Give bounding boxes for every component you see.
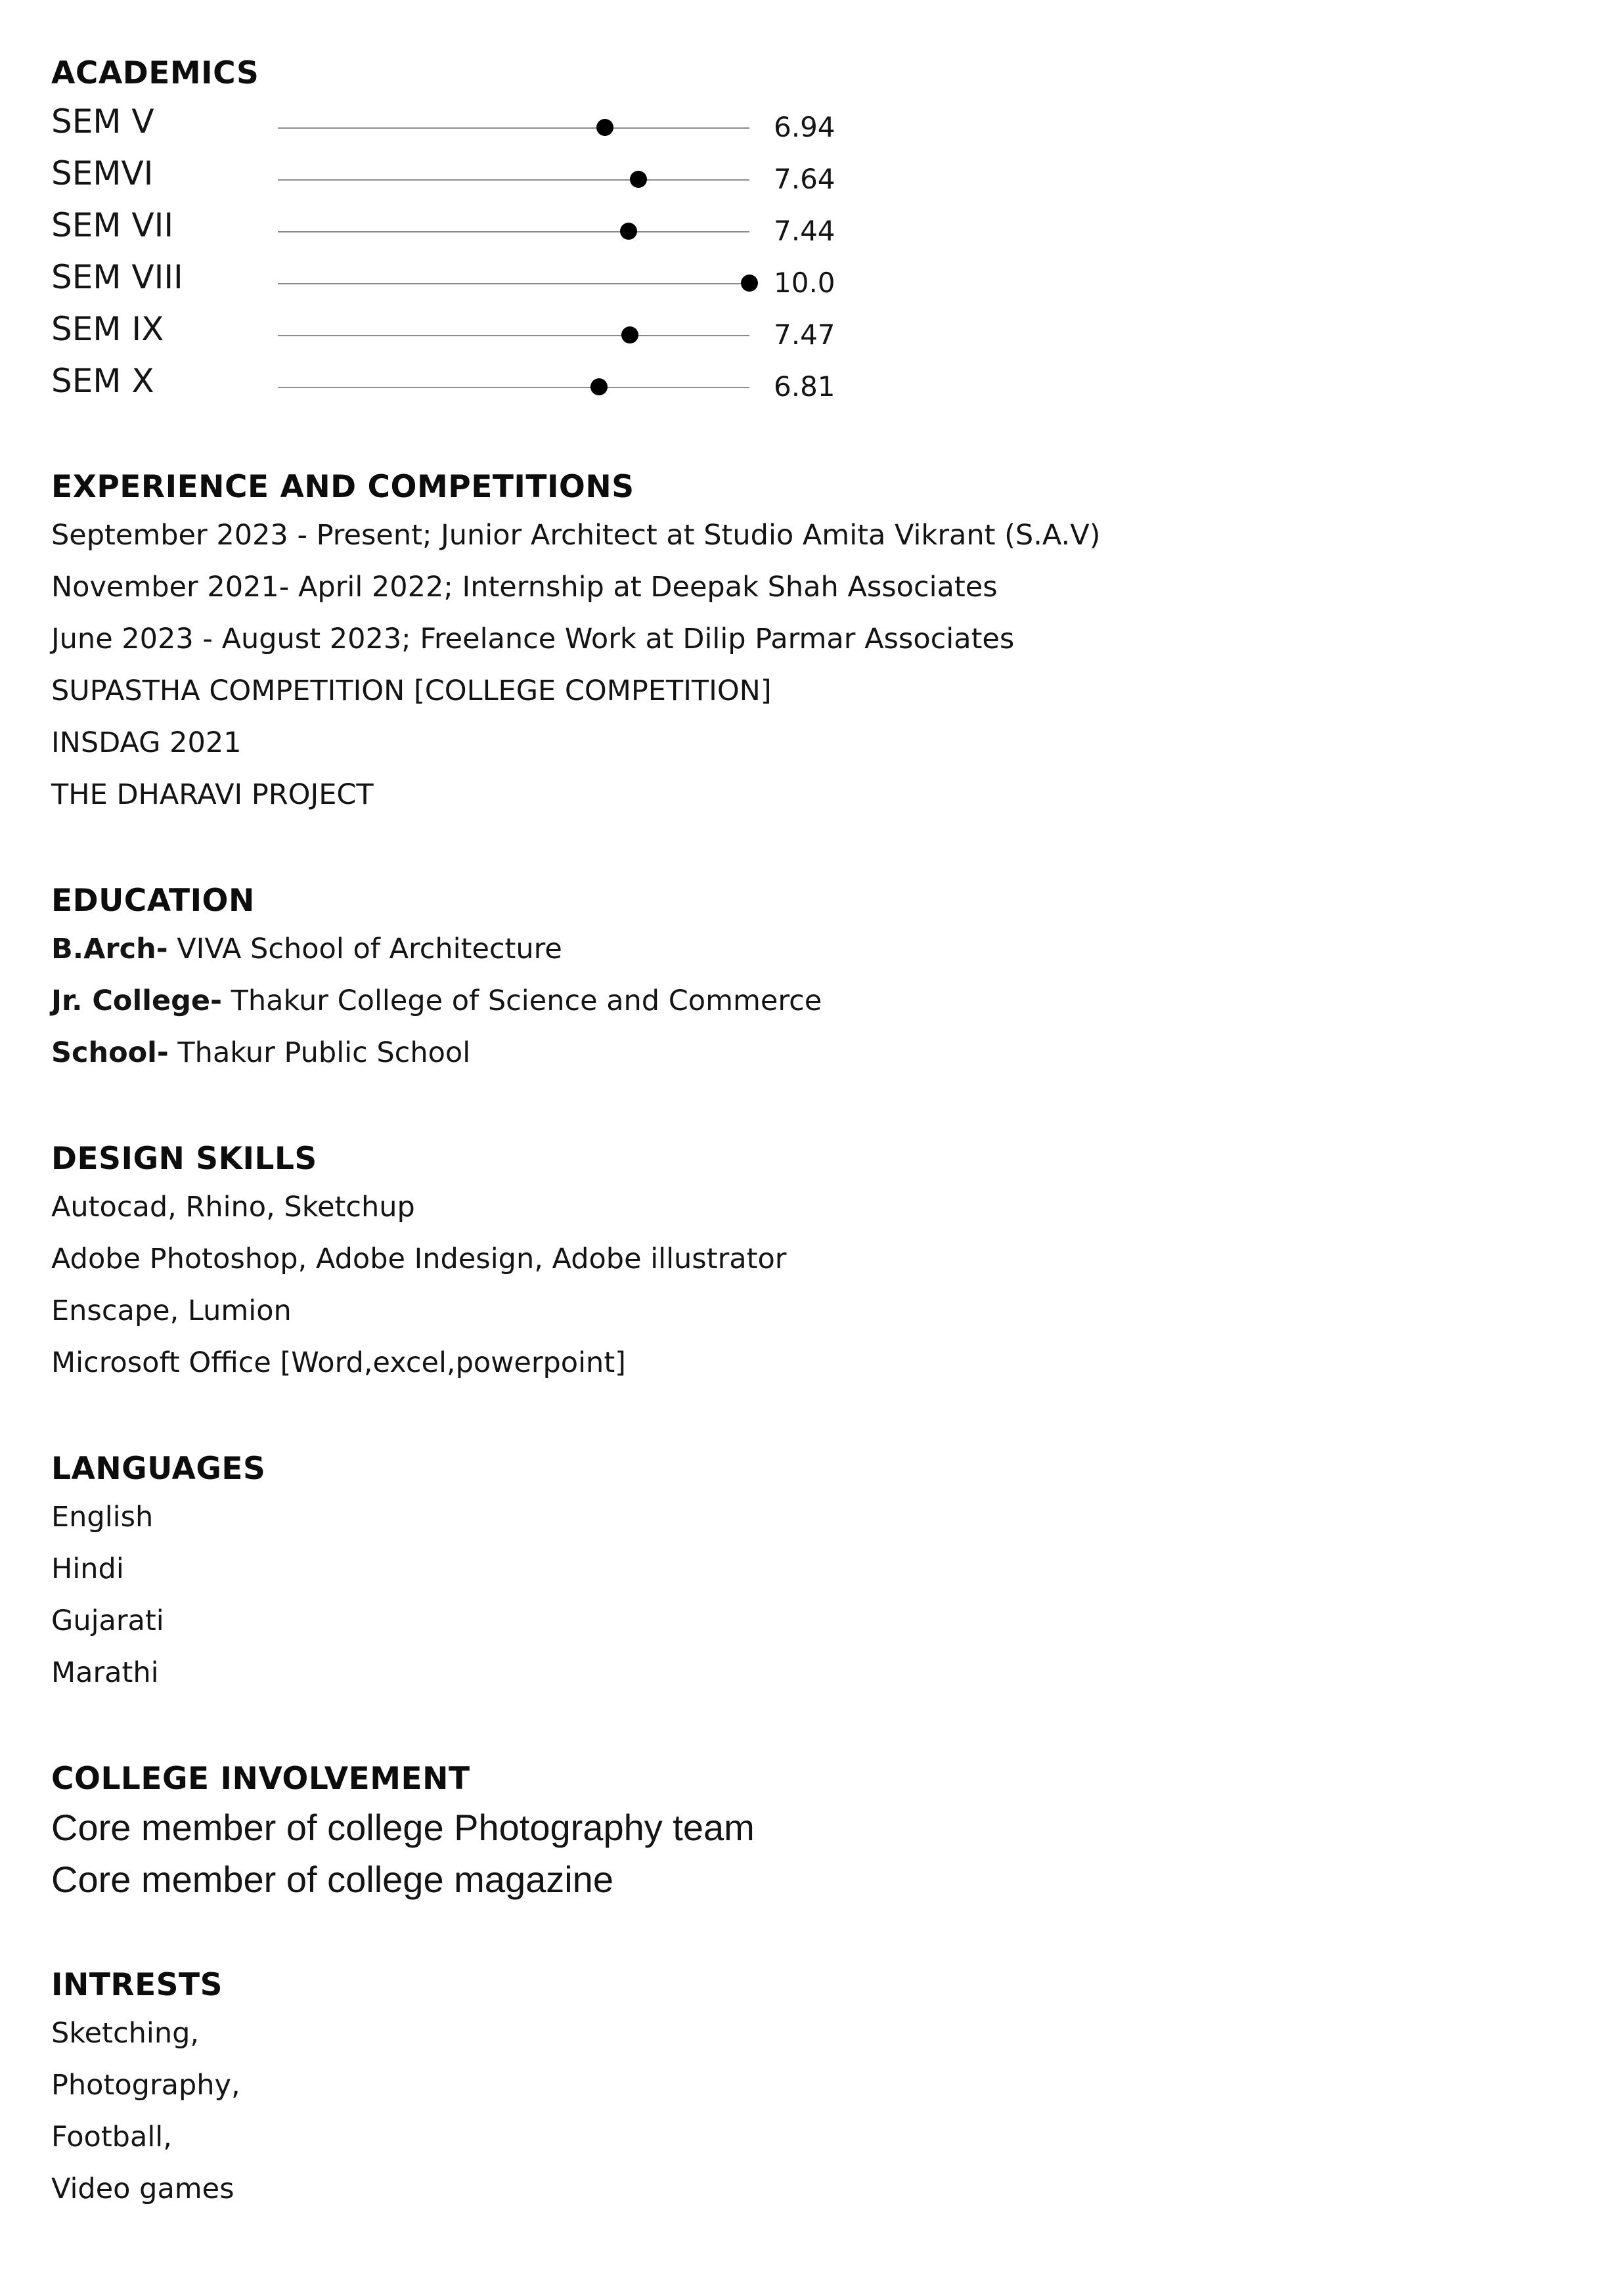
semester-row xyxy=(51,252,1562,303)
interest-item: Sketching, xyxy=(51,2017,200,2050)
interest-item: Photography, xyxy=(51,2069,240,2102)
college-involvement-section xyxy=(51,1757,1562,1905)
rating-track xyxy=(278,335,749,336)
education-label: School- xyxy=(51,1036,169,1069)
semester-row xyxy=(51,303,1562,355)
language-item: English xyxy=(51,1501,154,1534)
semester-score: 6.81 xyxy=(774,370,835,403)
section-spacer xyxy=(51,1905,1562,1963)
education-label: Jr. College- xyxy=(51,984,222,1017)
competition-item: THE DHARAVI PROJECT xyxy=(51,778,374,811)
experience-item: June 2023 - August 2023; Freelance Work at Dilip Parmar Associates xyxy=(51,623,1015,655)
language-item: Gujarati xyxy=(51,1604,164,1637)
education-item xyxy=(51,1027,1562,1079)
section-spacer xyxy=(51,1699,1562,1757)
skill-item: Autocad, Rhino, Sketchup xyxy=(51,1191,415,1224)
semester-score: 6.94 xyxy=(774,111,835,143)
involvement-item: Core member of college magazine xyxy=(51,1859,613,1900)
language-item: Hindi xyxy=(51,1553,124,1585)
experience-item: November 2021- April 2022; Internship at Deepak Shah Associates xyxy=(51,571,998,604)
semester-score: 7.44 xyxy=(774,215,835,247)
semester-row xyxy=(51,200,1562,252)
interest-item: Football, xyxy=(51,2121,172,2153)
semester-label: SEM VIII xyxy=(51,258,183,296)
academics-section xyxy=(51,51,1562,407)
education-item xyxy=(51,923,1562,975)
education-item xyxy=(51,975,1562,1027)
rating-dot xyxy=(596,119,613,136)
education-value: Thakur College of Science and Commerce xyxy=(221,984,822,1017)
rating-track xyxy=(278,231,749,232)
skill-item: Microsoft Office [Word,excel,powerpoint] xyxy=(51,1346,626,1379)
experience-item: September 2023 - Present; Junior Architect at Studio Amita Vikrant (S.A.V) xyxy=(51,519,1101,552)
design-skills-heading: DESIGN SKILLS xyxy=(51,1141,317,1177)
involvement-item: Core member of college Photography team xyxy=(51,1807,755,1848)
skill-item: Adobe Photoshop, Adobe Indesign, Adobe illustrator xyxy=(51,1243,787,1275)
semester-row xyxy=(51,148,1562,200)
languages-section xyxy=(51,1447,1562,1699)
education-value: Thakur Public School xyxy=(168,1036,471,1069)
competition-item: SUPASTHA COMPETITION [COLLEGE COMPETITION] xyxy=(51,674,772,707)
college-involvement-heading: COLLEGE INVOLVEMENT xyxy=(51,1761,470,1797)
rating-dot xyxy=(741,275,758,292)
semester-label: SEMVI xyxy=(51,154,154,192)
rating-track xyxy=(278,387,749,388)
semester-label: SEM VII xyxy=(51,206,174,244)
languages-heading: LANGUAGES xyxy=(51,1451,266,1487)
rating-dot xyxy=(621,326,638,343)
semester-row xyxy=(51,355,1562,407)
section-spacer xyxy=(51,1389,1562,1447)
semester-row xyxy=(51,96,1562,148)
semester-list xyxy=(51,96,1562,407)
design-skills-section xyxy=(51,1137,1562,1389)
experience-section xyxy=(51,465,1562,821)
interests-section xyxy=(51,1963,1562,2215)
interests-heading: INTRESTS xyxy=(51,1967,223,2003)
section-spacer xyxy=(51,1079,1562,1137)
education-value: VIVA School of Architecture xyxy=(167,933,562,965)
semester-label: SEM IX xyxy=(51,310,164,348)
academics-heading: ACADEMICS xyxy=(51,55,259,91)
rating-track xyxy=(278,283,749,284)
rating-track xyxy=(278,127,749,129)
semester-score: 10.0 xyxy=(774,267,835,299)
semester-label: SEM X xyxy=(51,362,154,400)
rating-dot xyxy=(630,171,647,188)
education-section xyxy=(51,879,1562,1079)
education-heading: EDUCATION xyxy=(51,883,255,919)
section-spacer xyxy=(51,821,1562,879)
skill-item: Enscape, Lumion xyxy=(51,1294,292,1327)
semester-score: 7.47 xyxy=(774,319,835,351)
rating-track xyxy=(278,179,749,181)
resume-page xyxy=(51,51,1562,2215)
rating-dot xyxy=(620,223,637,240)
education-label: B.Arch- xyxy=(51,933,168,965)
section-spacer xyxy=(51,407,1562,465)
semester-label: SEM V xyxy=(51,102,154,141)
experience-heading: EXPERIENCE AND COMPETITIONS xyxy=(51,469,634,505)
rating-dot xyxy=(590,378,608,395)
competition-item: INSDAG 2021 xyxy=(51,726,242,759)
semester-score: 7.64 xyxy=(774,163,835,195)
language-item: Marathi xyxy=(51,1656,159,1689)
interest-item: Video games xyxy=(51,2173,234,2205)
